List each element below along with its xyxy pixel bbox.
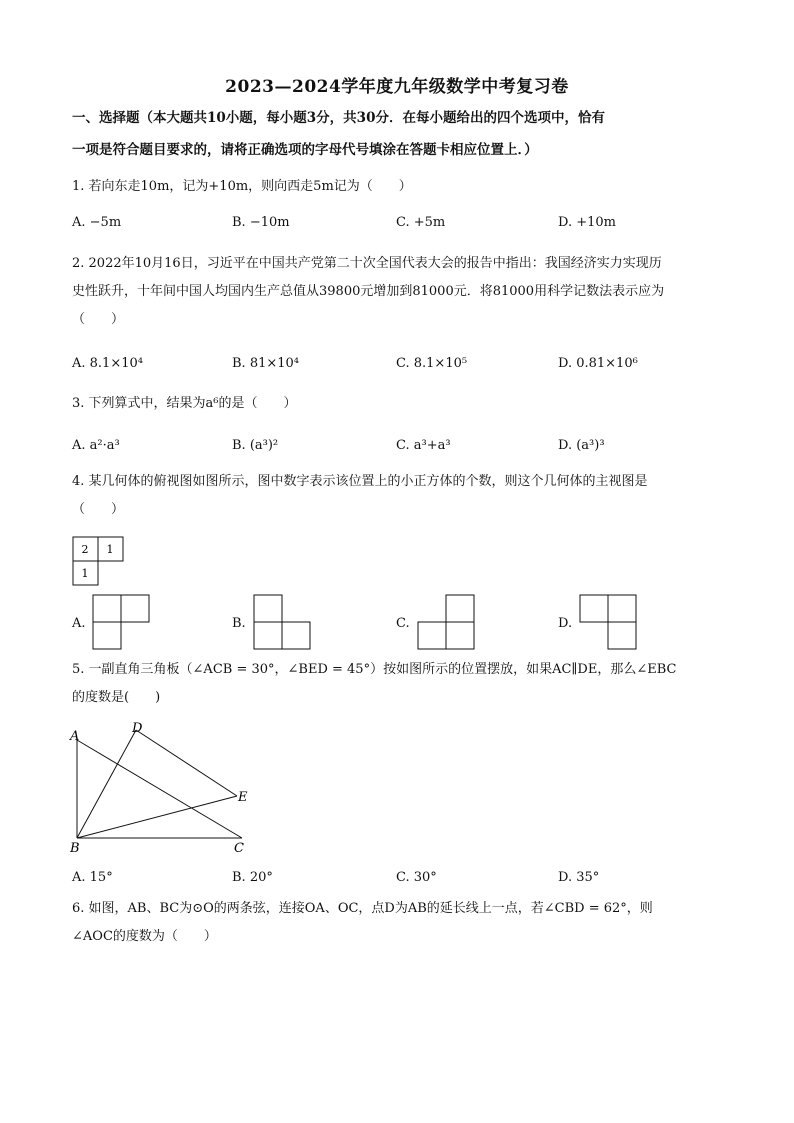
- q3-option-b[interactable]: B. (a³)²: [232, 438, 279, 453]
- question-6: [72, 895, 732, 951]
- grid-number-2: 1: [106, 543, 114, 556]
- q2-option-c[interactable]: C. 8.1×10⁵: [396, 356, 468, 371]
- q2-line-2: 史性跃升，十年间中国人均国内生产总值从39800元增加到81000元．将81000用科学记数法表示应为: [72, 284, 665, 299]
- section-line-1: 一、选择题（本大题共10小题，每小题3分，共30分．在每小题给出的四个选项中，恰有: [72, 110, 605, 126]
- q4-option-d-label[interactable]: D.: [558, 616, 573, 631]
- label-e: E: [238, 790, 248, 805]
- q6-line-2: ∠AOC的度数为（ ）: [72, 929, 217, 944]
- q1-option-a[interactable]: A. −5m: [72, 215, 122, 230]
- q2-option-b[interactable]: B. 81×10⁴: [232, 356, 300, 371]
- q4-option-a-label[interactable]: A.: [72, 616, 86, 631]
- segment-ac: [77, 740, 242, 838]
- question-3: 3. 下列算式中，结果为a⁶的是（ ）: [72, 396, 297, 411]
- section-line-2: 一项是符合题目要求的，请将正确选项的字母代号填涂在答题卡相应位置上．）: [72, 142, 538, 158]
- q1-option-c[interactable]: C. +5m: [396, 215, 446, 230]
- q6-line-1: 6. 如图，AB、BC为⊙O的两条弦，连接OA、OC，点D为AB的延长线上一点，若∠CBD = 62°，则: [72, 901, 653, 916]
- q3-option-d[interactable]: D. (a³)³: [558, 438, 605, 453]
- q5-option-c[interactable]: C. 30°: [396, 870, 437, 885]
- triangle-figure: [66, 718, 266, 860]
- q5-line-1: 5. 一副直角三角板（∠ACB = 30°，∠BED = 45°）按如图所示的位置摆放，如果AC∥DE，那么∠EBC: [72, 662, 677, 677]
- q2-option-d[interactable]: D. 0.81×10⁶: [558, 356, 638, 371]
- segment-be: [77, 796, 237, 838]
- q4-line-2: （ ）: [72, 502, 125, 517]
- segment-bd: [77, 730, 136, 838]
- label-c: C: [234, 841, 244, 856]
- q2-line-1: 2. 2022年10月16日，习近平在中国共产党第二十次全国代表大会的报告中指出：我国经济实力实现历: [72, 256, 662, 271]
- q5-line-2: 的度数是( ): [72, 690, 161, 705]
- segment-de: [136, 730, 237, 796]
- grid-number-3: 1: [81, 567, 89, 580]
- q4-line-1: 4. 某几何体的俯视图如图所示，图中数字表示该位置上的小正方体的个数，则这个几何体的主视图是: [72, 474, 648, 489]
- q4-option-d-figure[interactable]: [579, 594, 639, 650]
- q5-option-d[interactable]: D. 35°: [558, 870, 600, 885]
- question-4: [72, 468, 732, 524]
- q3-option-c[interactable]: C. a³+a³: [396, 438, 451, 453]
- question-1: 1. 若向东走10m，记为+10m，则向西走5m记为（ ）: [72, 179, 412, 194]
- question-5: [72, 656, 732, 712]
- label-d: D: [132, 721, 143, 736]
- q4-option-a-figure[interactable]: [92, 594, 152, 650]
- q1-option-d[interactable]: D. +10m: [558, 215, 616, 230]
- grid-number-1: 2: [81, 543, 89, 556]
- q2-option-a[interactable]: A. 8.1×10⁴: [72, 356, 143, 371]
- q1-option-b[interactable]: B. −10m: [232, 215, 290, 230]
- q3-option-a[interactable]: A. a²·a³: [72, 438, 120, 453]
- q5-option-b[interactable]: B. 20°: [232, 870, 273, 885]
- section-header: [72, 102, 732, 166]
- q4-option-b-label[interactable]: B.: [232, 616, 246, 631]
- q4-option-c-figure[interactable]: [417, 594, 477, 650]
- q5-option-a[interactable]: A. 15°: [72, 870, 113, 885]
- label-b: B: [70, 841, 80, 856]
- label-a: A: [70, 729, 80, 744]
- page-title: 2023—2024学年度九年级数学中考复习卷: [225, 77, 569, 97]
- q4-option-b-figure[interactable]: [253, 594, 313, 650]
- q4-option-c-label[interactable]: C.: [396, 616, 410, 631]
- top-view-grid: [72, 536, 126, 586]
- q2-line-3: （ ）: [72, 312, 125, 327]
- question-2: [72, 250, 732, 334]
